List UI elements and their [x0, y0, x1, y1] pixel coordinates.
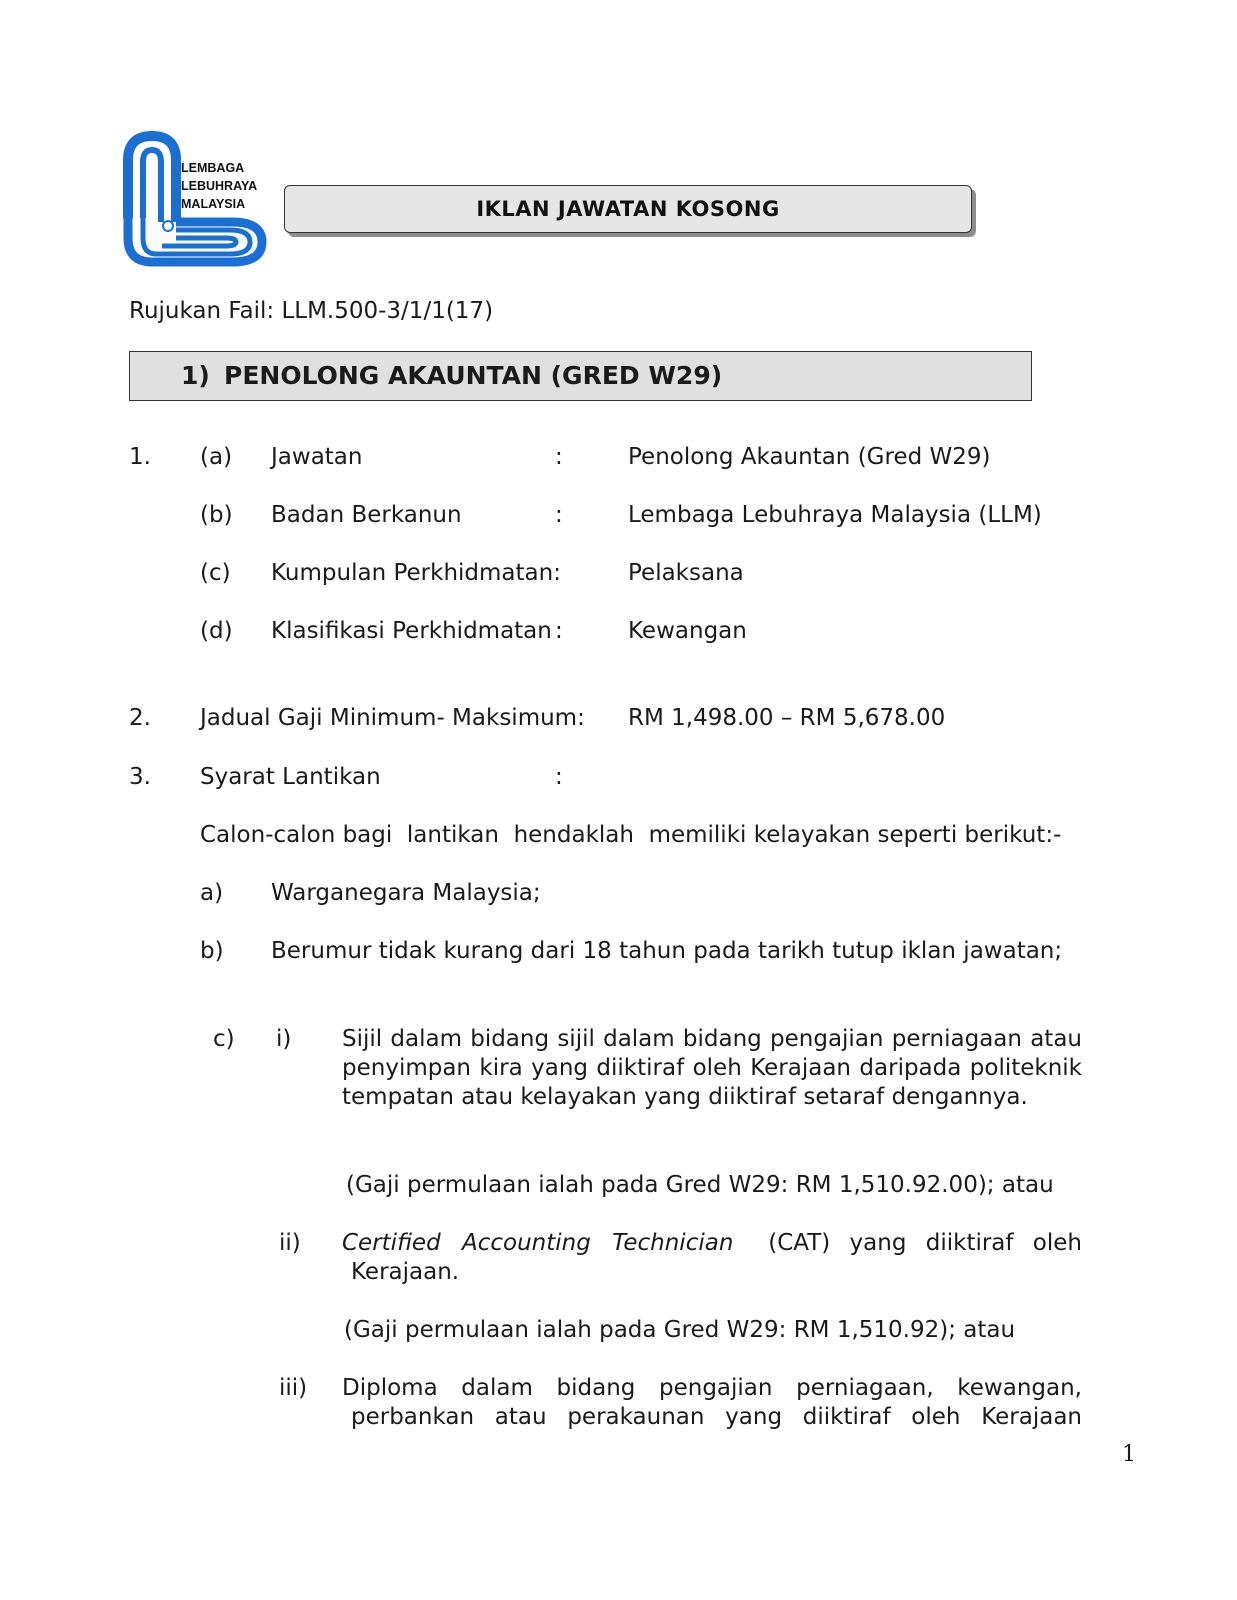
- section-title-box: [129, 351, 1032, 401]
- item-label: Kumpulan Perkhidmatan:: [271, 560, 561, 586]
- starting-salary-note: (Gaji permulaan ialah pada Gred W29: RM 1,510.92); atau: [344, 1317, 1016, 1343]
- item-number: 3.: [129, 764, 151, 790]
- list-letter: c): [213, 1026, 235, 1052]
- requirements-intro: Calon-calon bagi lantikan hendaklah memiliki kelayakan seperti berikut:-: [200, 822, 1062, 848]
- list-letter: b): [200, 938, 224, 964]
- item-letter: (b): [200, 502, 233, 528]
- item-number: 1.: [129, 444, 151, 470]
- logo-line: MALAYSIA: [181, 197, 246, 211]
- header-title: IKLAN JAWATAN KOSONG: [476, 197, 780, 221]
- header-box: [284, 185, 972, 233]
- item-label: Jawatan: [271, 444, 363, 470]
- page-number: 1: [1122, 1442, 1136, 1467]
- requirement-text: (CAT) yang diiktiraf oleh: [768, 1230, 1082, 1256]
- item-label: Badan Berkanun: [271, 502, 462, 528]
- requirement-text: perbankan atau perakaunan yang diiktiraf oleh Kerajaan: [351, 1404, 1082, 1430]
- item-label: Klasifikasi Perkhidmatan: [271, 618, 552, 644]
- file-reference: Rujukan Fail: LLM.500-3/1/1(17): [129, 298, 494, 324]
- salary-scale-value: RM 1,498.00 – RM 5,678.00: [628, 705, 946, 731]
- logo-line: LEBUHRAYA: [181, 179, 258, 193]
- item-colon: :: [555, 764, 563, 790]
- logo-text: [181, 159, 257, 213]
- requirement-text: Warganegara Malaysia;: [271, 880, 541, 906]
- item-value: Kewangan: [628, 618, 747, 644]
- item-value: Penolong Akauntan (Gred W29): [628, 444, 991, 470]
- requirement-text: Diploma dalam bidang pengajian perniagaan, kewangan,: [342, 1375, 1082, 1401]
- list-numeral: ii): [279, 1230, 301, 1256]
- list-numeral: iii): [279, 1375, 308, 1401]
- item-letter: (a): [200, 444, 233, 470]
- requirements-label: Syarat Lantikan: [200, 764, 381, 790]
- list-numeral: i): [276, 1026, 292, 1052]
- starting-salary-note: (Gaji permulaan ialah pada Gred W29: RM 1,510.92.00); atau: [346, 1172, 1054, 1198]
- section-title: PENOLONG AKAUNTAN (GRED W29): [224, 361, 723, 390]
- item-number: 2.: [129, 705, 151, 731]
- section-number: 1): [181, 361, 210, 390]
- item-value: Lembaga Lebuhraya Malaysia (LLM): [628, 502, 1042, 528]
- requirement-text: Berumur tidak kurang dari 18 tahun pada tarikh tutup iklan jawatan;: [271, 938, 1063, 964]
- item-value: Pelaksana: [628, 560, 744, 586]
- item-colon: :: [555, 618, 563, 644]
- item-letter: (d): [200, 618, 233, 644]
- salary-scale-label: Jadual Gaji Minimum- Maksimum:: [200, 705, 585, 731]
- item-colon: :: [555, 444, 563, 470]
- logo-line: LEMBAGA: [181, 161, 245, 175]
- item-colon: :: [555, 502, 563, 528]
- cat-title: Certified Accounting Technician: [342, 1230, 734, 1256]
- requirement-text: Kerajaan.: [351, 1259, 460, 1285]
- list-letter: a): [200, 880, 224, 906]
- requirement-text: Sijil dalam bidang sijil dalam bidang pengajian perniagaan atau penyimpan kira yang diiktiraf oleh Kerajaan daripada politeknik tempatan atau kelayakan yang diiktiraf setaraf dengannya.: [342, 1026, 1082, 1110]
- item-letter: (c): [200, 560, 231, 586]
- requirement-line: [342, 1229, 1082, 1258]
